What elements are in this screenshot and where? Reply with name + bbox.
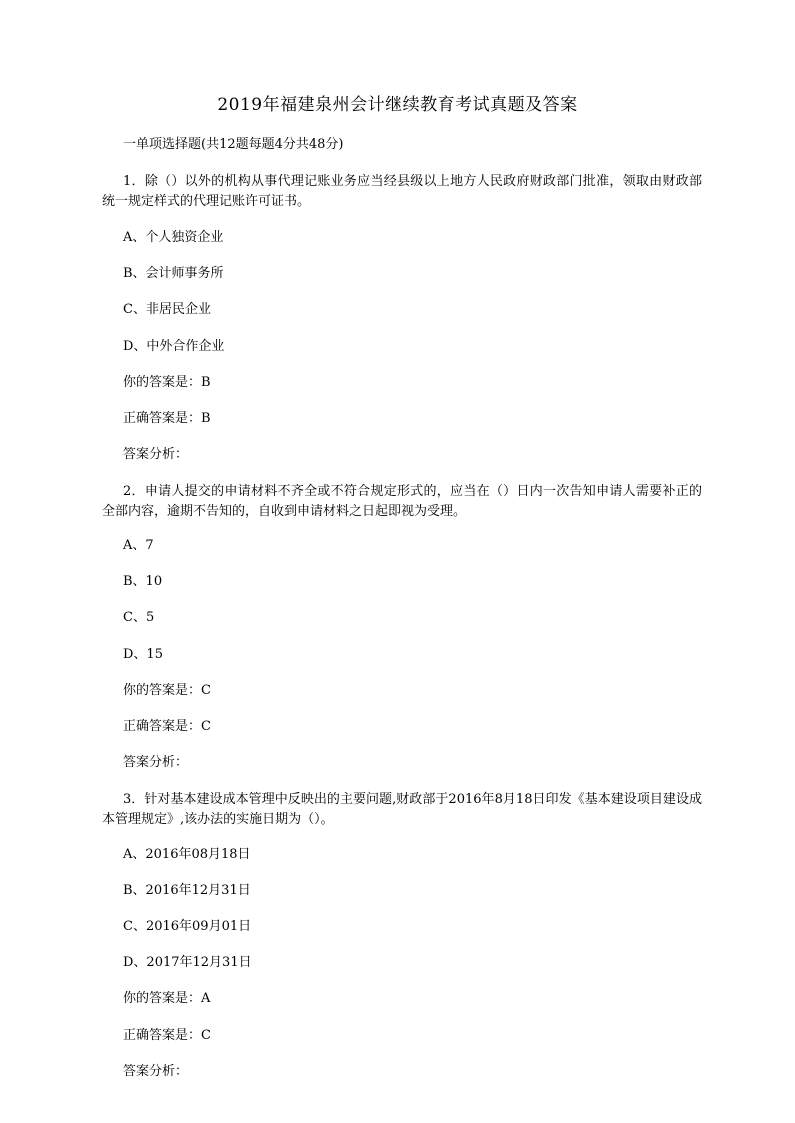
- question-2-stem: 2．申请人提交的申请材料不齐全或不符合规定形式的，应当在（）日内一次告知申请人需要补正的全部内容，逾期不告知的，自收到申请材料之日起即视为受理。: [102, 484, 702, 519]
- question-2-your-answer: 你的答案是：C: [123, 683, 211, 698]
- question-1-option-d: D、中外合作企业: [123, 339, 225, 354]
- question-2-analysis: 答案分析：: [123, 755, 189, 770]
- question-1-correct-answer: 正确答案是：B: [123, 411, 211, 426]
- question-1-stem: 1．除（）以外的机构从事代理记账业务应当经县级以上地方人民政府财政部门批准，领取由财政部统一规定样式的代理记账许可证书。: [102, 174, 702, 209]
- question-3-option-d: D、2017年12月31日: [123, 955, 252, 970]
- section-heading: 一单项选择题(共12题每题4分共48分): [123, 137, 344, 152]
- question-2-option-d: D、15: [123, 647, 163, 662]
- question-2-option-a: A、7: [123, 538, 154, 553]
- question-3-stem: 3．针对基本建设成本管理中反映出的主要问题,财政部于2016年8月18日印发《基本建设项目建设成本管理规定》,该办法的实施日期为（）。: [102, 792, 702, 827]
- question-1-option-a: A、个人独资企业: [123, 230, 224, 245]
- document-title: 2019年福建泉州会计继续教育考试真题及答案: [217, 95, 578, 115]
- question-3-analysis: 答案分析：: [123, 1064, 189, 1079]
- question-2-option-b: B、10: [123, 574, 163, 589]
- question-3-option-c: C、2016年09月01日: [123, 919, 252, 934]
- question-2-correct-answer: 正确答案是：C: [123, 719, 211, 734]
- question-3-option-a: A、2016年08月18日: [123, 847, 251, 862]
- question-3-option-b: B、2016年12月31日: [123, 883, 251, 898]
- question-3-correct-answer: 正确答案是：C: [123, 1028, 211, 1043]
- question-1-your-answer: 你的答案是：B: [123, 375, 211, 390]
- question-1-option-b: B、会计师事务所: [123, 266, 224, 281]
- question-3-your-answer: 你的答案是：A: [123, 991, 211, 1006]
- question-2-option-c: C、5: [123, 610, 155, 625]
- question-1-analysis: 答案分析：: [123, 447, 189, 462]
- question-1-option-c: C、非居民企业: [123, 302, 211, 317]
